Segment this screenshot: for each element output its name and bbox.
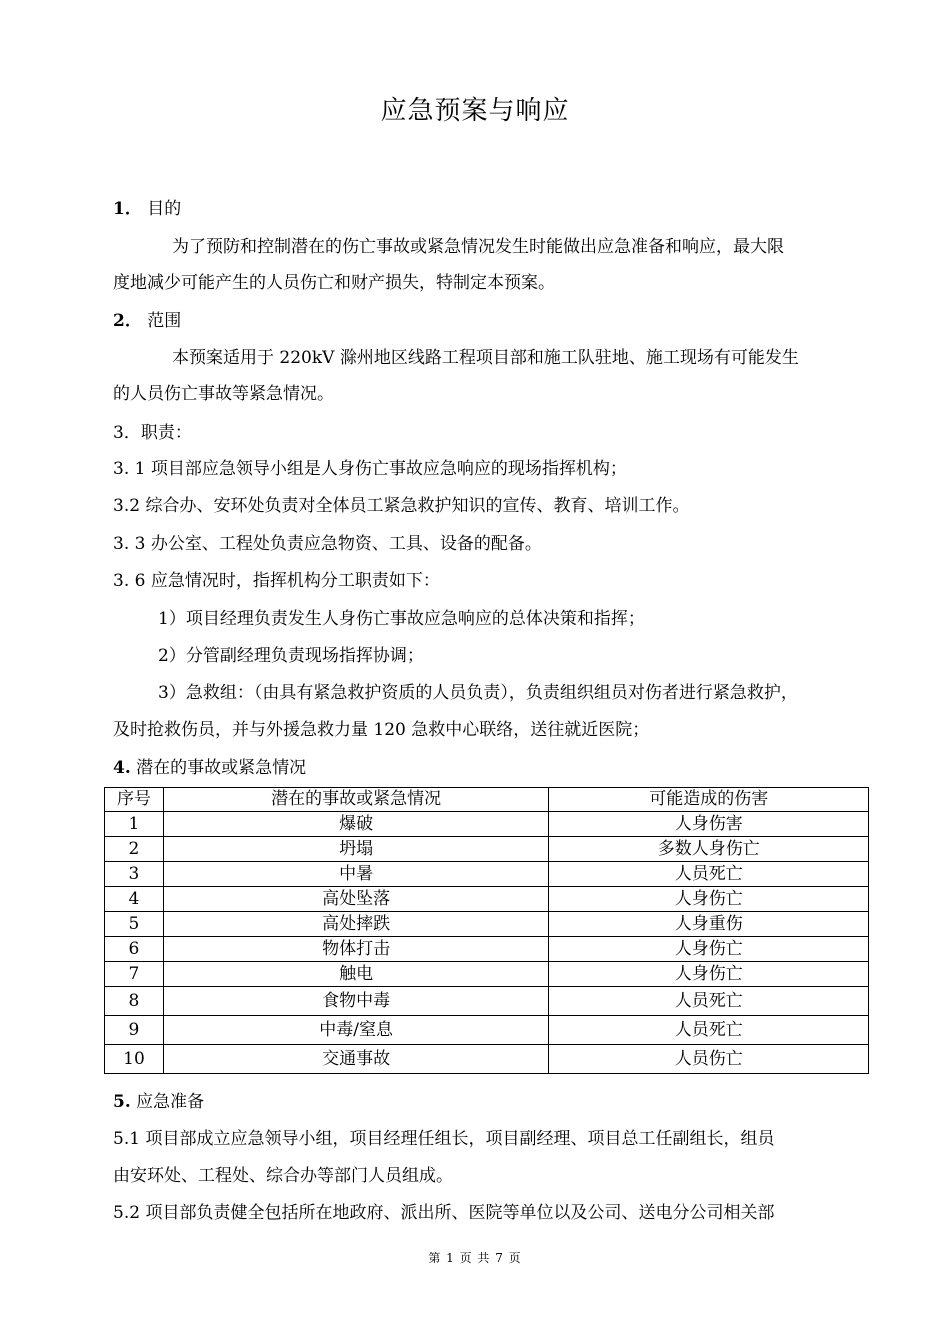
table-header-row <box>105 788 869 812</box>
section-5-number: 5. <box>113 1092 131 1112</box>
section-4-heading <box>113 756 873 780</box>
section-3-6-item-1: 1）项目经理负责发生人身伤亡事故应急响应的总体决策和指挥； <box>158 609 645 629</box>
section-1-paragraph-line-1: 为了预防和控制潜在的伤亡事故或紧急情况发生时能做出应急准备和响应，最大限 <box>172 237 784 257</box>
section-5-title: 应急准备 <box>136 1092 205 1112</box>
row-harm: 人身重伤 <box>549 912 869 937</box>
section-3-3: 3. 3 办公室、工程处负责应急物资、工具、设备的配备。 <box>113 534 542 554</box>
page-footer: 第 1 页 共 7 页 <box>428 1251 522 1265</box>
row-harm: 人身伤害 <box>549 812 869 837</box>
section-5-1-line-2: 由安环处、工程处、综合办等部门人员组成。 <box>113 1166 453 1186</box>
section-2-number: 2 <box>113 311 125 331</box>
header-hazard: 潜在的事故或紧急情况 <box>163 788 548 812</box>
row-hazard: 中毒/窒息 <box>163 1016 548 1045</box>
table-row <box>105 837 869 862</box>
section-2-paragraph-line-2: 的人员伤亡事故等紧急情况。 <box>113 384 334 404</box>
row-harm: 人员死亡 <box>549 1016 869 1045</box>
section-3-6: 3. 6 应急情况时，指挥机构分工职责如下： <box>113 571 440 591</box>
section-3-1: 3. 1 项目部应急领导小组是人身伤亡事故应急响应的现场指挥机构； <box>113 459 627 479</box>
section-1-heading: 1． 目的 <box>113 199 182 219</box>
table-row <box>105 862 869 887</box>
row-harm: 人身伤亡 <box>549 937 869 962</box>
row-hazard: 交通事故 <box>163 1045 548 1074</box>
row-hazard: 高处坠落 <box>163 887 548 912</box>
table-row <box>105 812 869 837</box>
section-3-2: 3.2 综合办、安环处负责对全体员工紧急救护知识的宣传、教育、培训工作。 <box>113 496 690 516</box>
section-2-paragraph-line-1: 本预案适用于 220kV 滁州地区线路工程项目部和施工队驻地、施工现场有可能发生 <box>172 348 799 368</box>
row-index: 5 <box>105 912 164 937</box>
row-index: 4 <box>105 887 164 912</box>
row-hazard: 物体打击 <box>163 937 548 962</box>
row-harm: 人员死亡 <box>549 987 869 1016</box>
row-harm: 人员伤亡 <box>549 1045 869 1074</box>
row-hazard: 食物中毒 <box>163 987 548 1016</box>
section-1-number: 1 <box>113 199 125 219</box>
page-title: 应急预案与响应 <box>380 96 570 126</box>
header-index: 序号 <box>105 788 164 812</box>
row-hazard: 高处摔跌 <box>163 912 548 937</box>
section-3-heading: 3．职责： <box>113 423 192 443</box>
row-index: 7 <box>105 962 164 987</box>
row-harm: 人身伤亡 <box>549 887 869 912</box>
table-row <box>105 912 869 937</box>
table-row <box>105 962 869 987</box>
row-index: 2 <box>105 837 164 862</box>
row-harm: 多数人身伤亡 <box>549 837 869 862</box>
section-5-1-line-1: 5.1 项目部成立应急领导小组，项目经理任组长，项目副经理、项目总工任副组长，组员 <box>113 1129 775 1149</box>
section-2-heading: 2． 范围 <box>113 311 182 331</box>
row-hazard: 触电 <box>163 962 548 987</box>
hazard-table <box>104 787 869 1074</box>
section-3-6-item-3-line-2: 及时抢救伤员，并与外援急救力量 120 急救中心联络，送往就近医院； <box>113 720 650 740</box>
row-index: 9 <box>105 1016 164 1045</box>
row-harm: 人身伤亡 <box>549 962 869 987</box>
section-1-paragraph-line-2: 度地减少可能产生的人员伤亡和财产损失，特制定本预案。 <box>113 273 555 293</box>
row-harm: 人员死亡 <box>549 862 869 887</box>
table-row <box>105 937 869 962</box>
row-index: 6 <box>105 937 164 962</box>
section-4-number: 4. <box>113 758 131 778</box>
table-row <box>105 1045 869 1074</box>
table-row <box>105 1016 869 1045</box>
section-5-2-line-1: 5.2 项目部负责健全包括所在地政府、派出所、医院等单位以及公司、送电分公司相关部 <box>113 1203 775 1223</box>
row-index: 3 <box>105 862 164 887</box>
section-5-heading <box>113 1090 873 1114</box>
row-hazard: 爆破 <box>163 812 548 837</box>
section-3-6-item-2: 2）分管副经理负责现场指挥协调； <box>158 646 424 666</box>
section-2-title: 范围 <box>147 311 182 331</box>
row-hazard: 坍塌 <box>163 837 548 862</box>
table-row <box>105 887 869 912</box>
row-index: 1 <box>105 812 164 837</box>
section-4-title: 潜在的事故或紧急情况 <box>136 758 307 778</box>
section-1-title: 目的 <box>147 199 182 219</box>
section-3-6-item-3-line-1: 3）急救组：（由具有紧急救护资质的人员负责），负责组织组员对伤者进行紧急救护， <box>158 683 798 703</box>
table-row <box>105 987 869 1016</box>
row-index: 8 <box>105 987 164 1016</box>
row-index: 10 <box>105 1045 164 1074</box>
row-hazard: 中暑 <box>163 862 548 887</box>
header-harm: 可能造成的伤害 <box>549 788 869 812</box>
